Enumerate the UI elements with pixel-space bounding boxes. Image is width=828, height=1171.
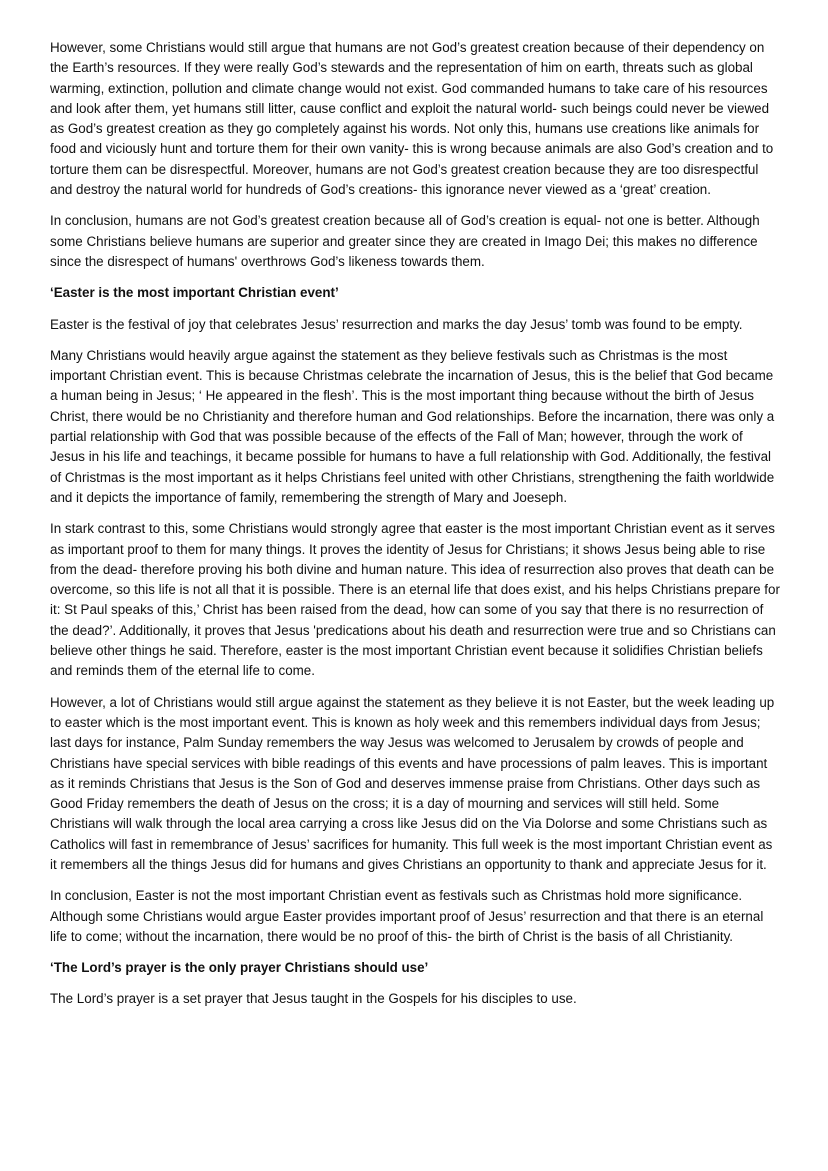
paragraph-easter-argument: In stark contrast to this, some Christians would strongly agree that easter is the most important Christian event as it serves as important proof to them for many things. It proves the identity of Jesus for Christians; it shows Jesus being able to rise from the dead- therefore proving his both divine and human nature. This idea of resurrection also proves that death can be overcome, so this life is not all that it is possible. There is an eternal life that does exist, and his helps Christians prepare for it: St Paul speaks of this,’ Christ has been raised from the dead, how can some of you say that there is no resurrection of the dead?’. Additionally, it proves that Jesus 'predications about his death and resurrection were true and so Christians can believe other things he said. Therefore, easter is the most important Christian event because it solidifies Christian beliefs and reminds them of the eternal life to come. xyxy=(50,521,780,679)
paragraph-holy-week-argument: However, a lot of Christians would still argue against the statement as they believe it is not Easter, but the week leading up to easter which is the most important event. This is known as holy week and this remembers individual days from Jesus; last days for instance, Palm Sunday remembers the way Jesus was welcomed to Jerusalem by crowds of people and Christians have special services with bible readings of this events and have processions of palm leaves. This is important as it reminds Christians that Jesus is the Son of God and deserves immense praise from Christians. Other days such as Good Friday remembers the death of Jesus on the cross; it is a day of mourning and services will still held. Some Christians will walk through the local area carrying a cross like Jesus did on the Via Dolorse and some Christians such as Catholics will fast in remembrance of Jesus’ sacrifices for humanity. This full week is the most important Christian event as it remembers all the things Jesus did for humans and gives Christians an opportunity to thank and appreciate Jesus for it. xyxy=(50,694,775,872)
paragraph-christmas-argument: Many Christians would heavily argue against the statement as they believe festivals such as Christmas is the most important Christian event. This is because Christmas celebrate the incarnation of Jesus, this is the belief that God became a human being in Jesus; ‘ He appeared in the flesh’. This is the most important thing because without the birth of Jesus Christ, there would be no Christianity and therefore human and God relationships. Before the incarnation, there was only a partial relationship with God that was possible because of the effects of the Fall of Man; however, through the work of Jesus in his life and teachings, it became possible for humans to have a full relationship with God. Additionally, the festival of Christmas is the most important as it helps Christians feel united with other Christians, strengthening the faith worldwide and it depicts the importance of family, remembering the strength of Mary and Joeseph. xyxy=(50,347,775,505)
document-page xyxy=(50,38,780,1021)
section-heading-easter: ‘Easter is the most important Christian event’ xyxy=(50,285,339,301)
paragraph-easter-conclusion: In conclusion, Easter is not the most important Christian event as festivals such as Christmas hold more significance. Although some Christians would argue Easter provides important proof of Jesus’ resurrection and that there is an eternal life to come; without the incarnation, there would be no proof of this- the birth of Christ is the basis of all Christianity. xyxy=(50,888,764,944)
paragraph-stewardship-argument: However, some Christians would still argue that humans are not God’s greatest creation because of their dependency on the Earth’s resources. If they were really God’s stewards and the representation of him on earth, threats such as global warming, extinction, pollution and climate change would not exist. God commanded humans to take care of his resources and look after them, yet humans still litter, cause conflict and exploit the natural world- such beings could never be viewed as God’s greatest creation as they go completely against his words. Not only this, humans use creations like animals for food and viciously hunt and torture them for their own vanity- this is wrong because animals are also God’s creation and to torture them can be disrespectful. Moreover, humans are not God’s greatest creation because they are too disrespectful and destroy the natural world for hundreds of God’s creations- this ignorance never viewed as a ‘great’ creation. xyxy=(50,40,774,198)
paragraph-lords-prayer-definition: The Lord’s prayer is a set prayer that Jesus taught in the Gospels for his disciples to use. xyxy=(50,991,577,1007)
paragraph-creation-conclusion: In conclusion, humans are not God’s greatest creation because all of God’s creation is equal- not one is better. Although some Christians believe humans are superior and greater since they are created in Imago Dei; this makes no difference since the disrespect of humans' overthrows God’s likeness towards them. xyxy=(50,213,760,269)
section-heading-lords-prayer: ‘The Lord’s prayer is the only prayer Christians should use’ xyxy=(50,960,429,976)
paragraph-easter-definition: Easter is the festival of joy that celebrates Jesus’ resurrection and marks the day Jesus’ tomb was found to be empty. xyxy=(50,316,743,332)
